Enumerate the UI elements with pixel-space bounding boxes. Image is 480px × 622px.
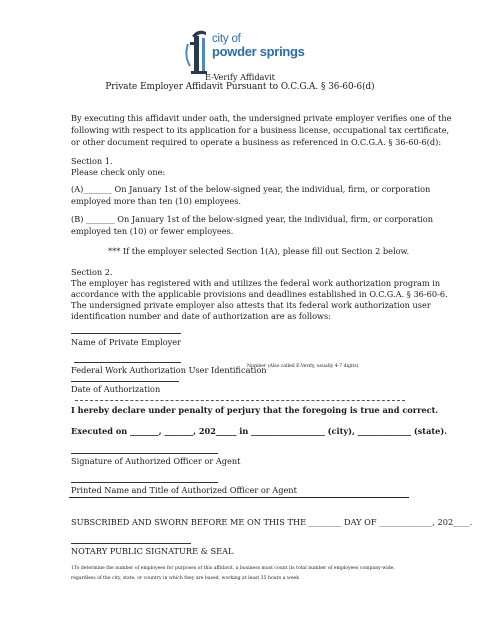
- logo-line-1: city of: [212, 33, 241, 45]
- intro-line-1: By executing this affidavit under oath, the undersigned private employer verifies one of the: [71, 113, 452, 123]
- option-b-line-2: employed ten (10) or fewer employees.: [71, 226, 234, 236]
- section-1-heading: Section 1.: [71, 156, 113, 166]
- section-2-line-3: The undersigned private employer also attests that its federal work authorization user: [71, 300, 431, 310]
- city-logo: [182, 26, 332, 76]
- footnote-line-1: 1To determine the number of employees for purposes of this affidavit, a business must count its total number of employees company-wide,: [71, 566, 395, 571]
- section-2-line-4: identification number and date of authorization are as follows:: [71, 311, 331, 321]
- footnote-line-2: regardless of the city, state, or country in which they are based, working at least 35 hours a week: [71, 576, 300, 581]
- option-a-line-2: employed more than ten (10) employees.: [71, 196, 242, 206]
- user-id-label: Federal Work Authorization User Identification: [71, 365, 267, 375]
- auth-date-label: Date of Authorization: [71, 384, 161, 394]
- dashed-divider: [75, 400, 405, 401]
- notary-label: NOTARY PUBLIC SIGNATURE & SEAL: [71, 546, 234, 556]
- auth-date-line[interactable]: [71, 381, 179, 382]
- employer-name-label: Name of Private Employer: [71, 337, 182, 347]
- printed-name-label: Printed Name and Title of Authorized Officer or Agent: [71, 485, 297, 495]
- sworn-statement[interactable]: SUBSCRIBED AND SWORN BEFORE ME ON THIS THE ________ DAY OF _____________, 202____.: [71, 517, 473, 527]
- notary-signature-line[interactable]: [71, 543, 191, 544]
- section-1-note: *** If the employer selected Section 1(A), please fill out Section 2 below.: [108, 246, 410, 256]
- option-b-line-1[interactable]: (B) _______ On January 1st of the below-signed year, the individual, firm, or corporation: [71, 214, 433, 224]
- user-id-note: Number (Also called E-Verify, usually 4-7 digits): [247, 364, 359, 369]
- perjury-declaration: I hereby declare under penalty of perjury that the foregoing is true and correct.: [71, 405, 439, 415]
- section-2-line-2: accordance with the applicable provisions and deadlines established in O.C.G.A. § 36-60-6.: [71, 289, 448, 299]
- section-divider: [69, 497, 409, 498]
- section-2-line-1: The employer has registered with and utilizes the federal work authorization program in: [71, 278, 441, 288]
- printed-name-line[interactable]: [71, 482, 218, 483]
- document-title: E-Verify Affidavit: [205, 72, 275, 82]
- section-1-instruction: Please check only one:: [71, 167, 166, 177]
- executed-on-line[interactable]: Executed on _______, _______, 202_____ in __________________ (city), _____________ (state).: [71, 426, 448, 436]
- officer-signature-line[interactable]: [71, 453, 218, 454]
- water-pump-logo-icon: [182, 26, 214, 76]
- intro-line-2: following with respect to its application for a business license, occupational tax certificate,: [71, 125, 450, 135]
- document-subtitle: Private Employer Affidavit Pursuant to O.C.G.A. § 36-60-6(d): [105, 82, 375, 92]
- intro-line-3: or other document required to operate a business as referenced in O.C.G.A. § 36-60-6(d):: [71, 137, 442, 147]
- user-id-line[interactable]: [74, 362, 181, 363]
- option-a-line-1[interactable]: (A)_______ On January 1st of the below-signed year, the individual, firm, or corporation: [71, 184, 431, 194]
- logo-line-2: powder springs: [212, 44, 305, 59]
- employer-name-line[interactable]: [71, 333, 181, 334]
- officer-signature-label: Signature of Authorized Officer or Agent: [71, 456, 241, 466]
- section-2-heading: Section 2.: [71, 267, 113, 277]
